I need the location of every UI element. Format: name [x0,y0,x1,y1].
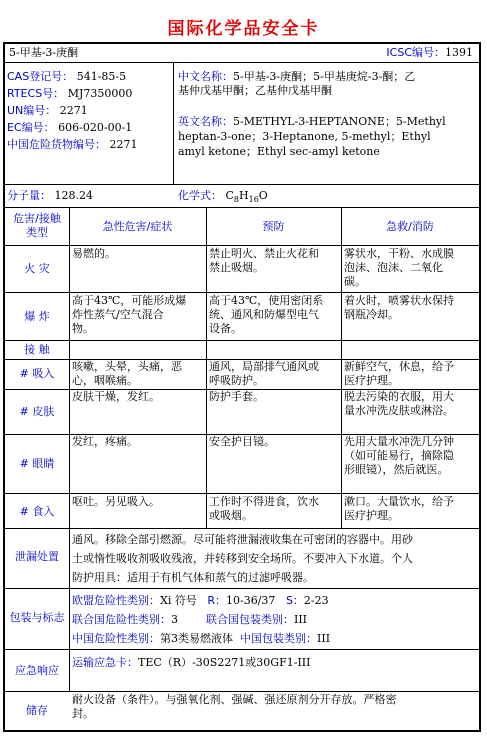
ec-number [7,121,132,135]
row-inhale-acute [72,360,205,388]
header-first-aid: 急救/消防 [386,220,434,233]
row-inhale-type: # 吸入 [19,367,55,380]
emergency-text [72,656,478,670]
row-contact-type: 接 触 [24,343,50,356]
text-line: 高于43℃，使用密闭系 [209,294,324,307]
cas-number [7,70,126,84]
ec-label: EC编号： [7,121,55,134]
text-line: 设备。 [209,322,242,335]
emergency-label: 应急响应 [15,664,59,677]
un-number [7,104,88,118]
divider [5,528,479,529]
row-skin-type: # 皮肤 [19,405,55,418]
cn-danger-number [7,138,138,152]
text-line: 医疗护理。 [344,509,399,522]
storage-label: 储存 [26,704,48,717]
text-line: 通风，局部排气通风或 [209,360,319,373]
formula-label: 化学式： [178,189,222,202]
divider [5,245,479,246]
row-skin-acute [72,390,205,404]
un-pack-value: III [293,613,308,626]
text-line: 炸性蒸气/空气混合 [72,308,164,321]
cas-value: 541-85-5 [76,70,127,83]
text-line: 新鲜空气，休息，给予 [344,360,454,373]
s-label: S： [285,594,304,607]
package-eu-line [72,591,478,610]
text-line: 心，咽喉痛。 [72,374,138,387]
un-pack-label: 联合国包装类别： [205,613,294,626]
chemical-name: 5-甲基-3-庚酮 [9,46,79,59]
cn-name-line2: 基仲戊基甲酮；乙基仲戊基甲酮 [178,84,332,97]
row-explosion-type: 爆 炸 [24,310,50,323]
formula-h: H [239,189,249,202]
divider [5,340,479,341]
un-value: 2271 [59,104,88,117]
eu-class-label: 欧盟危险性类别： [72,594,160,607]
cn-name-value: 5-甲基-3-庚酮；5-甲基庚烷-3-酮；乙 [233,70,416,83]
text-line: 形眼镜），然后就医。 [344,463,449,476]
formula-c: C [225,189,234,202]
package-cn-line [72,629,478,648]
header-hazard-type [5,212,69,240]
divider [5,292,479,293]
rtecs-label: RTECS号： [7,87,65,100]
text-line: 发红，疼痛。 [72,435,138,448]
row-fire-prevention [209,247,340,275]
row-fire-type: 火 灾 [24,262,50,275]
text-line: 或吸烟。 [209,509,253,522]
emergency-card-label: 运输应急卡： [72,656,138,669]
text-line: 防护手套。 [209,390,264,403]
text-line: 统、通风和防爆型电气 [209,308,319,321]
header-hazard-line2: 类型 [26,226,48,239]
column-divider [341,207,342,529]
cn-name-label: 中文名称： [178,70,233,83]
text-line: （如可能易行，摘除隐 [344,449,454,462]
en-name-line3: amyl ketone；Ethyl sec-amyl ketone [178,145,380,158]
cn-pack-label: 中国包装类别： [240,632,317,645]
text-line: 医疗护理。 [344,374,399,387]
text-line: 脱去污染的衣服，用大 [344,390,454,403]
storage-text [72,693,478,721]
cas-label: CAS登记号： [7,70,74,83]
row-explosion-acute [72,294,205,336]
text-line: 雾状水，干粉、水成膜 [344,247,454,260]
card-title: 国际化学品安全卡 [167,19,320,39]
header-prevention: 预防 [262,220,285,233]
package-text [72,591,478,648]
row-inhale-prevention [209,360,340,388]
row-skin-prevention [209,390,340,404]
r-label: R： [207,594,227,607]
spill-text [72,530,478,587]
text-line: 防护用具：适用于有机气体和蒸气的过滤呼吸器。 [72,571,314,584]
text-line: 物。 [72,322,94,335]
column-divider [173,62,174,185]
row-skin-first-aid [344,390,478,418]
cn-danger-value: 2271 [109,138,138,151]
mw-value: 128.24 [54,189,93,202]
text-line: 碳。 [344,275,366,288]
emergency-card-value: TEC（R）-30S2271或30GF1-III [138,656,311,669]
divider [5,493,479,494]
divider [5,62,479,63]
divider [5,588,479,589]
molecular-weight [7,189,93,203]
icsc-value: 1391 [445,46,473,59]
row-explosion-first-aid [344,294,478,322]
r-value: 10-36/37 [226,594,276,607]
row-eye-type: # 眼睛 [19,457,55,470]
text-line: 皮肤干燥，发红。 [72,390,160,403]
text-line: 钢瓶冷却。 [344,308,399,321]
text-line: 咳嗽，头晕，头痛，恶 [72,360,182,373]
row-eye-prevention [209,435,340,449]
row-eye-acute [72,435,205,449]
row-inhale-first-aid [344,360,478,388]
un-label: UN编号： [7,104,57,117]
ec-value: 606-020-00-1 [58,121,133,134]
cn-pack-value: III [317,632,331,645]
row-eye-first-aid [344,435,478,477]
row-explosion-prevention [209,294,340,336]
column-divider [206,207,207,529]
row-ingest-acute [72,495,205,509]
rtecs-value: MJ7350000 [67,87,133,100]
chemical-formula [178,189,268,207]
text-line: 漱口。大量饮水，给予 [344,495,454,508]
text-line: 土或惰性吸收剂吸收残液，并转移到安全场所。不要冲入下水道。个人 [72,552,413,565]
header-acute: 急性危害/症状 [102,220,173,233]
en-name-line2: heptan-3-one；3-Heptanone, 5-methyl；Ethyl [178,130,431,143]
text-line: 禁止吸烟。 [209,261,264,274]
un-class-label: 联合国危险性类别： [72,613,171,626]
column-divider [69,207,70,691]
text-line: 量水冲洗皮肤或淋浴。 [344,404,454,417]
spill-label: 泄漏处置 [15,550,59,563]
header-hazard-line1: 危害/接触 [13,212,61,225]
icsc-number [386,46,473,60]
en-name-value: 5-METHYL-3-HEPTANONE；5-Methyl [233,115,446,128]
divider [5,649,479,650]
en-name-line1 [178,115,446,129]
text-line: 高于43℃，可能形成爆 [72,294,187,307]
formula-sub: 16 [248,195,259,205]
eu-class-value: Xi 符号 [160,594,197,607]
text-line: 耐火设备（条件）。与强氧化剂、强碱、强还原剂分开存放。严格密 [72,693,397,706]
icsc-label: ICSC编号： [386,46,445,59]
safety-card [3,42,481,732]
text-line: 先用大量水冲洗几分钟 [344,435,454,448]
row-ingest-first-aid [344,495,478,523]
package-un-line [72,610,478,629]
text-line: 禁止明火、禁止火花和 [209,247,319,260]
text-line: 泡沫、泡沫、二氧化 [344,261,443,274]
cn-name-line1 [178,70,415,84]
rtecs-number [7,87,132,101]
text-line: 易燃的。 [72,247,116,260]
text-line: 封。 [72,707,94,720]
text-line: 呼吸防护。 [209,374,264,387]
text-line: 着火时，喷雾状水保持 [344,294,454,307]
un-class-value: 3 [171,613,178,626]
cn-class-label: 中国危险性类别： [72,632,160,645]
text-line: 工作时不得进食，饮水 [209,495,319,508]
cn-class-value: 第3类易燃液体 [160,632,233,645]
row-fire-acute [72,247,205,261]
text-line: 呕吐。另见吸入。 [72,495,160,508]
formula-o: O [258,189,268,202]
package-label: 包装与标志 [9,611,65,624]
mw-label: 分子量： [7,189,51,202]
row-fire-first-aid [344,247,478,289]
text-line: 安全护目镜。 [209,435,275,448]
s-value: 2-23 [303,594,329,607]
row-ingest-type: # 食入 [19,505,55,518]
cn-danger-label: 中国危险货物编号： [7,138,106,151]
formula-sub: 8 [233,195,240,205]
divider [5,691,479,692]
en-name-label: 英文名称： [178,115,233,128]
divider [5,184,479,185]
text-line: 通风。移除全部引燃源。尽可能将泄漏液收集在可密闭的容器中。用砂 [72,533,413,546]
row-ingest-prevention [209,495,340,523]
